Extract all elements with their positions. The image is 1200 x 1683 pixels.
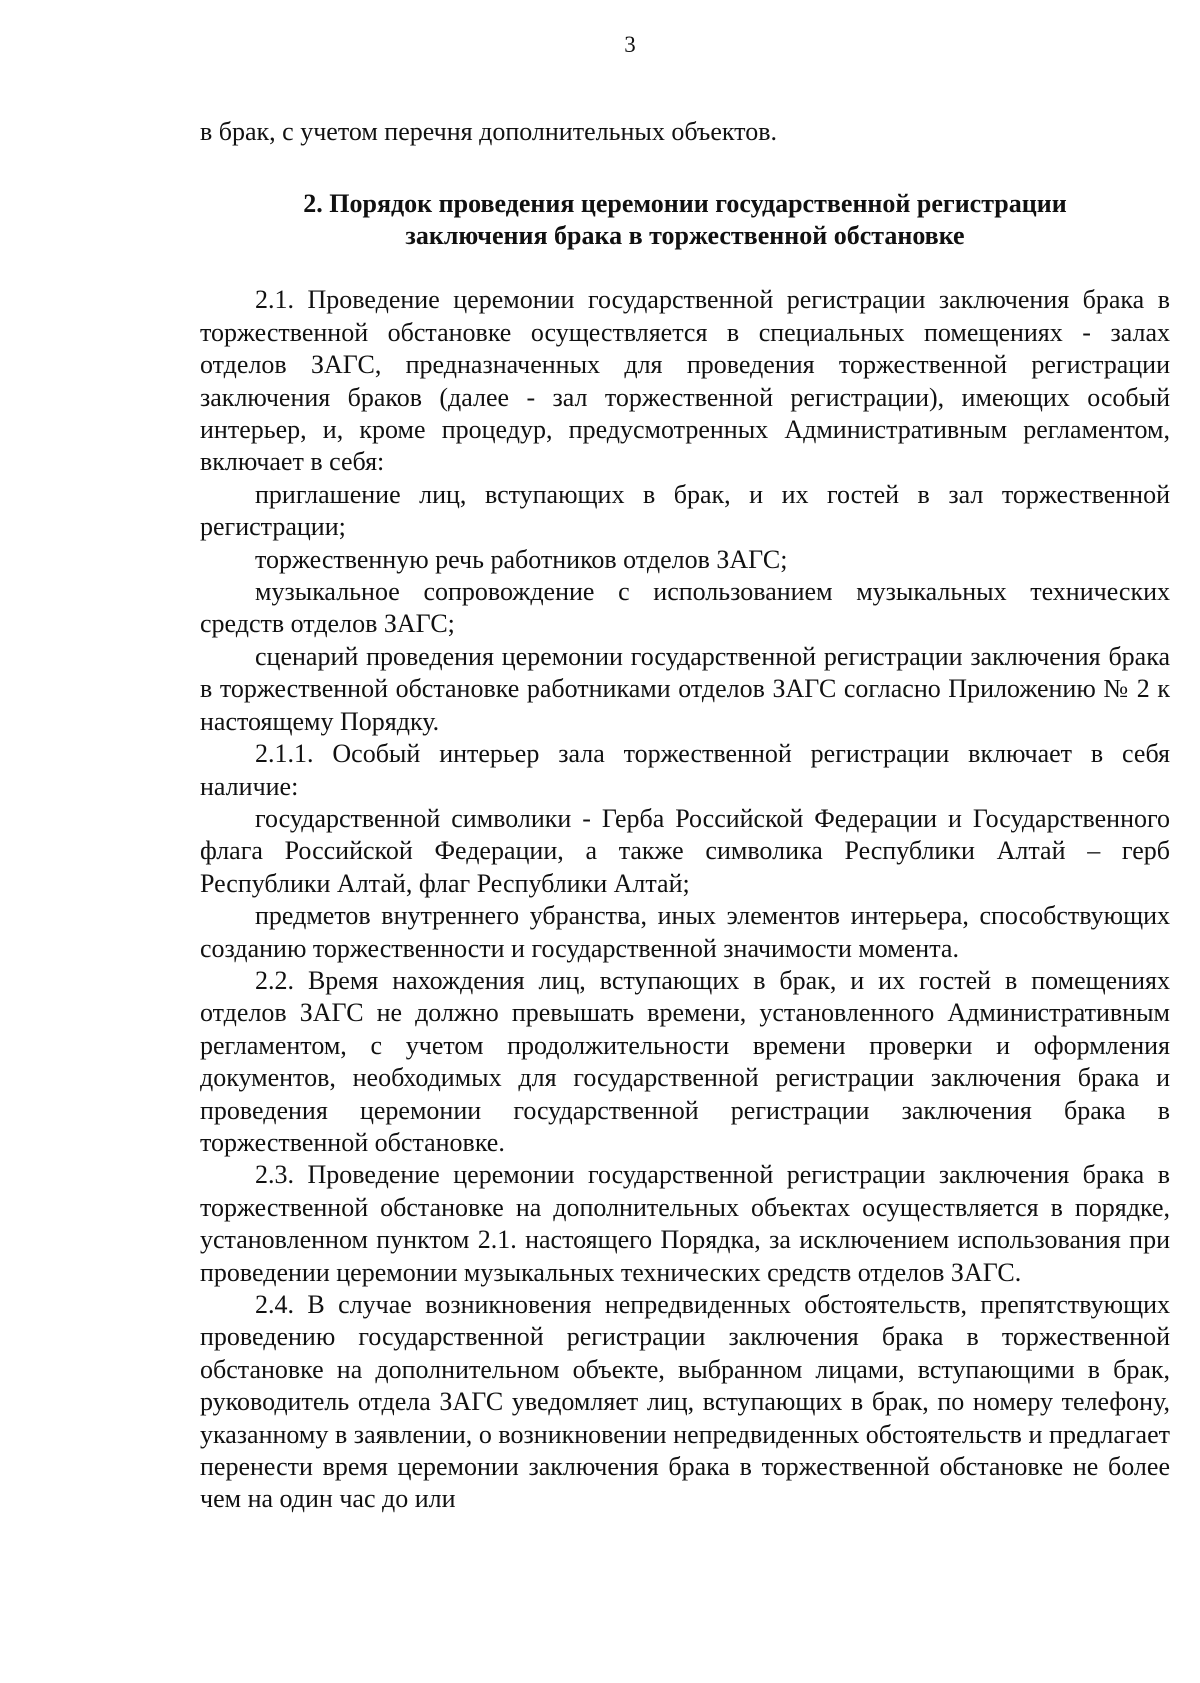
paragraph-2-2: 2.2. Время нахождения лиц, вступающих в брак, и их гостей в помещениях отделов ЗАГС не должно превышать времени, установленного Административным регламентом, с учетом продолжительности времени проверки и оформления документов, необходимых для государственной регистрации заключения брака и проведения церемонии государственной регистрации заключения брака в торжественной обстановке. bbox=[200, 965, 1170, 1157]
section-heading bbox=[200, 188, 1170, 252]
list-item-speech: торжественную речь работников отделов ЗАГС; bbox=[255, 544, 788, 574]
section-heading-line-2: заключения брака в торжественной обстановке bbox=[405, 221, 965, 251]
paragraph-2-3: 2.3. Проведение церемонии государственной регистрации заключения брака в торжественной обстановке на дополнительных объектах осуществляется в порядке, установленном пунктом 2.1. настоящего Порядка, за исключением использования при проведении церемонии музыкальных технических средств отделов ЗАГС. bbox=[200, 1160, 1170, 1287]
list-item-symbols: государственной символики - Герба Российской Федерации и Государственного флага Российской Федерации, а также символика Республики Алтай – герб Республики Алтай, флаг Республики Алтай; bbox=[200, 803, 1170, 898]
document-body bbox=[200, 116, 1170, 1516]
paragraph-2-4: 2.4. В случае возникновения непредвиденных обстоятельств, препятствующих проведению государственной регистрации заключения брака в торжественной обстановке на дополнительном объекте, выбранном лицами, вступающими в брак, руководитель отдела ЗАГС уведомляет лиц, вступающих в брак, по номеру телефону, указанному в заявлении, о возникновении непредвиденных обстоятельств и предлагает перенести время церемонии заключения брака в торжественной обстановке не более чем на один час до или bbox=[200, 1290, 1170, 1514]
paragraph-2-1-1: 2.1.1. Особый интерьер зала торжественной регистрации включает в себя наличие: bbox=[200, 739, 1170, 801]
lead-text: в брак, с учетом перечня дополнительных объектов. bbox=[200, 117, 777, 146]
list-item-interior: предметов внутреннего убранства, иных элементов интерьера, способствующих созданию торжественности и государственной значимости момента. bbox=[200, 901, 1170, 963]
page-number: 3 bbox=[624, 32, 636, 57]
list-item-scenario: сценарий проведения церемонии государственной регистрации заключения брака в торжественной обстановке работниками отделов ЗАГС согласно Приложению № 2 к настоящему Порядку. bbox=[200, 641, 1170, 736]
section-heading-line-1: 2. Порядок проведения церемонии государственной регистрации bbox=[303, 189, 1067, 219]
paragraph-2-1: 2.1. Проведение церемонии государственной регистрации заключения брака в торжественной обстановке осуществляется в специальных помещениях - залах отделов ЗАГС, предназначенных для проведения торжественной регистрации заключения браков (далее - зал торжественной регистрации), имеющих особый интерьер, и, кроме процедур, предусмотренных Административным регламентом, включает в себя: bbox=[200, 285, 1170, 477]
list-item-invitation: приглашение лиц, вступающих в брак, и их гостей в зал торжественной регистрации; bbox=[200, 479, 1170, 542]
list-item-music: музыкальное сопровождение с использованием музыкальных технических средств отделов ЗАГС; bbox=[200, 577, 1170, 639]
